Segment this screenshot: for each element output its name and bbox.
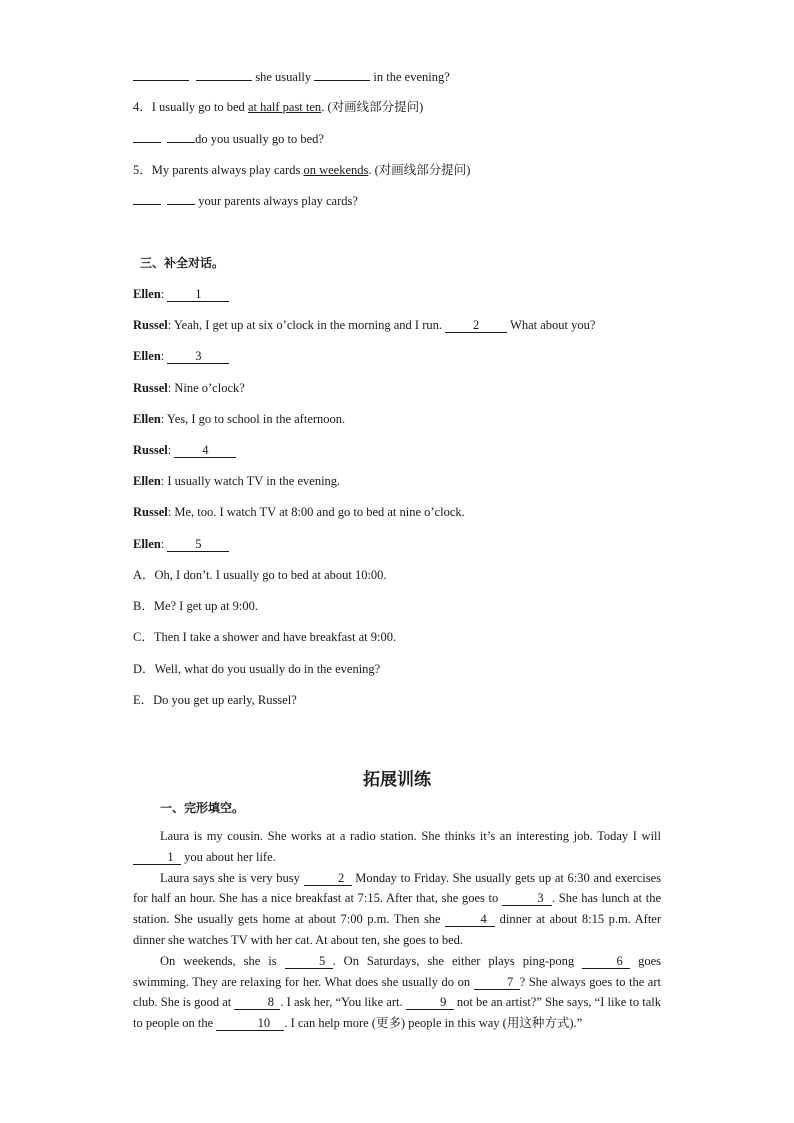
passage-text: goes swimming. They are relaxing for her. What does she usually do on (133, 953, 661, 989)
answer-text: do you usually go to bed? (195, 132, 324, 146)
passage-text: . I ask her, “You like art. (280, 995, 406, 1010)
dialogue-blank[interactable]: 4 (174, 444, 236, 458)
passage-text: Laura says she is very busy (160, 870, 304, 885)
passage-text: not be an artist?” She says, “I like to talk to people on the (133, 995, 661, 1031)
dialogue-blank[interactable]: 5 (167, 538, 229, 552)
answer-blank[interactable] (133, 192, 161, 205)
question-text: My parents always play cards (151, 163, 304, 177)
cloze-heading: 一、完形填空。 (160, 801, 245, 815)
underlined-phrase: on weekends (303, 163, 369, 177)
dialogue-text: : (167, 443, 175, 457)
answer-text: your parents always play cards? (198, 194, 358, 208)
q5-answer-line (133, 192, 358, 209)
answer-blank[interactable] (196, 68, 252, 81)
cloze-blank[interactable]: 7 (474, 976, 520, 990)
dialogue-line (133, 411, 345, 427)
question-number: 4． (133, 100, 152, 114)
cloze-blank[interactable]: 8 (234, 996, 280, 1010)
q3-text-end: in the evening? (373, 70, 450, 84)
cloze-blank[interactable]: 5 (285, 955, 333, 969)
dialogue-line (133, 504, 465, 520)
dialogue-text: : I usually watch TV in the evening. (160, 474, 341, 488)
dialogue-text: : Yeah, I get up at six o’clock in the morning and I run. (167, 318, 446, 332)
cloze-blank[interactable]: 1 (133, 851, 181, 865)
speaker-name: Ellen (133, 349, 161, 363)
dialogue-text: : (160, 287, 168, 301)
dialogue-line (133, 317, 595, 333)
cloze-blank[interactable]: 10 (216, 1017, 284, 1031)
passage-text: you about her life. (181, 849, 276, 864)
section-3-heading: 三、补全对话。 (140, 256, 225, 270)
passage-text: On weekends, she is (160, 953, 285, 968)
answer-blank[interactable] (133, 68, 189, 81)
answer-blank[interactable] (314, 68, 370, 81)
cloze-blank[interactable]: 2 (304, 872, 352, 886)
dialogue-text: : Nine o’clock? (167, 381, 245, 395)
question-5 (133, 162, 470, 178)
speaker-name: Ellen (133, 412, 161, 426)
dialogue-blank[interactable]: 3 (167, 350, 229, 364)
underlined-phrase: at half past ten (247, 100, 322, 114)
dialogue-blank[interactable]: 2 (445, 319, 507, 333)
speaker-name: Russel (133, 318, 168, 332)
dialogue-text: : Me, too. I watch TV at 8:00 and go to bed at nine o’clock. (167, 505, 465, 519)
dialogue-line (133, 286, 229, 302)
question-instruction: . (对画线部分提问) (321, 100, 424, 114)
cloze-passage (133, 826, 661, 1034)
q3-answer-line (133, 68, 450, 85)
dialogue-text: : Yes, I go to school in the afternoon. (160, 412, 346, 426)
speaker-name: Russel (133, 381, 168, 395)
q4-answer-line (133, 130, 324, 147)
passage-text: . She has lunch at the station. She usually gets home at about 7:00 p.m. Then she (133, 891, 661, 927)
dialogue-text: : (160, 537, 168, 551)
cloze-blank[interactable]: 6 (582, 955, 630, 969)
passage-text: . I can help more (更多) people in this way (用这种方式).” (284, 1016, 583, 1031)
speaker-name: Ellen (133, 287, 161, 301)
dialogue-blank[interactable]: 1 (167, 288, 229, 302)
option-a[interactable]: A．Oh, I don’t. I usually go to bed at about 10:00. (133, 568, 387, 582)
passage-text: dinner at about 8:15 p.m. After dinner she watches TV with her cat. At about ten, she goes to bed. (133, 912, 661, 947)
dialogue-line (133, 380, 245, 396)
extension-title: 拓展训练 (363, 770, 431, 790)
answer-blank[interactable] (167, 130, 195, 143)
passage-paragraph (133, 951, 661, 1034)
option-b[interactable]: B．Me? I get up at 9:00. (133, 599, 258, 613)
dialogue-line (133, 473, 340, 489)
dialogue-text: What about you? (507, 318, 596, 332)
question-text: I usually go to bed (151, 100, 248, 114)
question-4 (133, 99, 423, 115)
passage-text: Laura is my cousin. She works at a radio station. She thinks it’s an interesting job. Today I will (160, 829, 661, 843)
dialogue-line (133, 536, 229, 552)
question-number: 5． (133, 163, 152, 177)
passage-text: . On Saturdays, she either plays ping-pong (332, 953, 583, 968)
dialogue-line (133, 348, 229, 364)
q3-text: she usually (255, 70, 312, 84)
cloze-blank[interactable]: 4 (445, 913, 495, 927)
speaker-name: Ellen (133, 474, 161, 488)
question-instruction: . (对画线部分提问) (368, 163, 471, 177)
passage-text: ? She always goes to the art club. She is good at (133, 974, 661, 1010)
passage-paragraph (133, 868, 661, 951)
speaker-name: Russel (133, 443, 168, 457)
dialogue-text: : (160, 349, 168, 363)
option-e[interactable]: E．Do you get up early, Russel? (133, 693, 297, 707)
cloze-blank[interactable]: 3 (502, 892, 552, 906)
passage-paragraph (133, 826, 661, 868)
dialogue-line (133, 442, 236, 458)
option-c[interactable]: C．Then I take a shower and have breakfast at 9:00. (133, 630, 397, 644)
speaker-name: Russel (133, 505, 168, 519)
speaker-name: Ellen (133, 537, 161, 551)
answer-blank[interactable] (133, 130, 161, 143)
cloze-blank[interactable]: 9 (406, 996, 454, 1010)
option-d[interactable]: D．Well, what do you usually do in the evening? (133, 662, 381, 676)
answer-blank[interactable] (167, 192, 195, 205)
passage-text: Monday to Friday. She usually gets up at 6:30 and exercises for half an hour. She has a nice breakfast at 7:15. After that, she goes to (133, 870, 661, 906)
